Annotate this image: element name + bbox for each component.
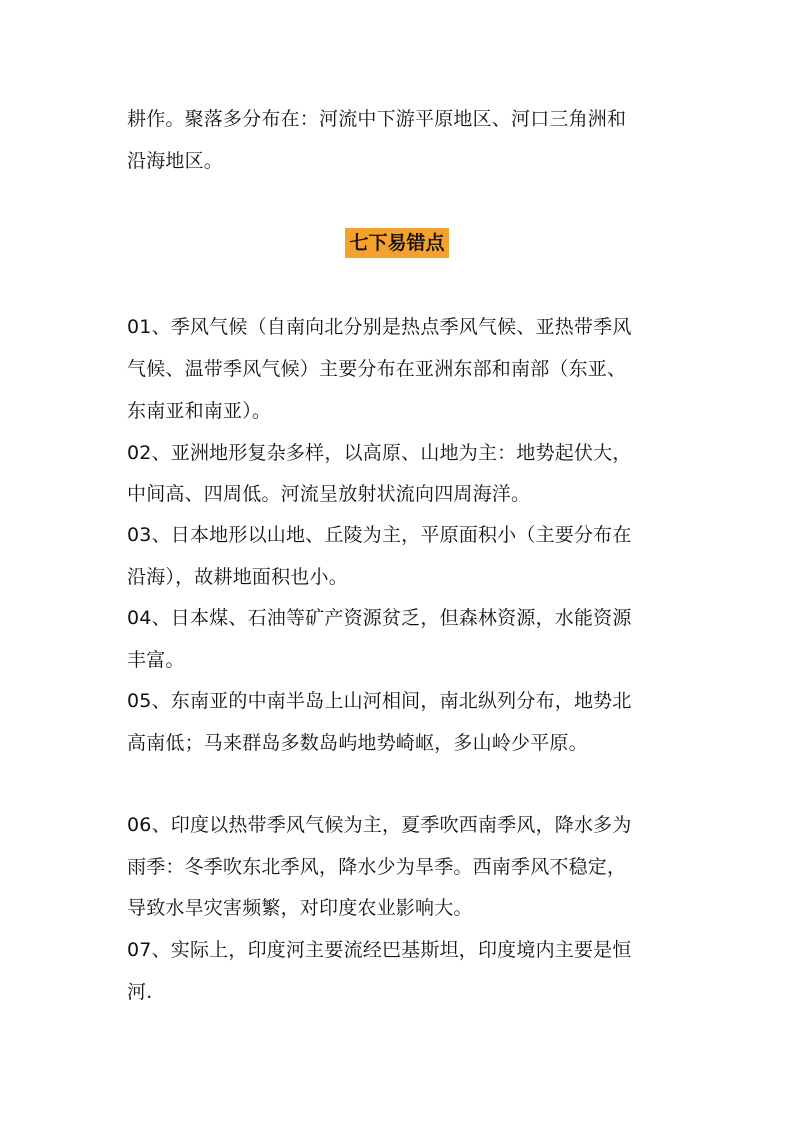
- item-02-line-2: 中间高、四周低。河流呈放射状流向四周海洋。: [127, 483, 531, 505]
- intro-line-2: 沿海地区。: [127, 150, 224, 172]
- item-03-line-2: 沿海），故耕地面积也小。: [127, 566, 348, 588]
- item-01-line-2: 气候、温带季风气候）主要分布在亚洲东部和南部（东亚、: [127, 358, 627, 380]
- section-heading-wrap: [0, 228, 794, 258]
- item-04-line-1: 04、日本煤、石油等矿产资源贫乏，但森林资源，水能资源: [127, 607, 632, 629]
- item-06-line-2: 雨季：冬季吹东北季风，降水少为旱季。西南季风不稳定，: [127, 856, 627, 878]
- item-03-line-1: 03、日本地形以山地、丘陵为主，平原面积小（主要分布在: [127, 524, 632, 546]
- item-06-line-3: 导致水旱灾害频繁，对印度农业影响大。: [127, 897, 473, 919]
- item-02-line-1: 02、亚洲地形复杂多样，以高原、山地为主：地势起伏大，: [127, 442, 632, 464]
- item-01-line-3: 东南亚和南亚）。: [127, 400, 272, 422]
- item-05-line-1: 05、东南亚的中南半岛上山河相间，南北纵列分布，地势北: [127, 690, 632, 712]
- item-06-line-1: 06、印度以热带季风气候为主，夏季吹西南季风，降水多为: [127, 814, 632, 836]
- item-07-line-2: 河.: [127, 981, 153, 1003]
- intro-line-1: 耕作。聚落多分布在：河流中下游平原地区、河口三角洲和: [127, 108, 627, 130]
- section-title: 七下易错点: [345, 228, 448, 258]
- item-01-line-1: 01、季风气候（自南向北分别是热点季风气候、亚热带季风: [127, 316, 632, 338]
- item-07-line-1: 07、实际上，印度河主要流经巴基斯坦，印度境内主要是恒: [127, 939, 632, 961]
- item-05-line-2: 高南低；马来群岛多数岛屿地势崎岖，多山岭少平原。: [127, 732, 588, 754]
- item-04-line-2: 丰富。: [127, 649, 185, 671]
